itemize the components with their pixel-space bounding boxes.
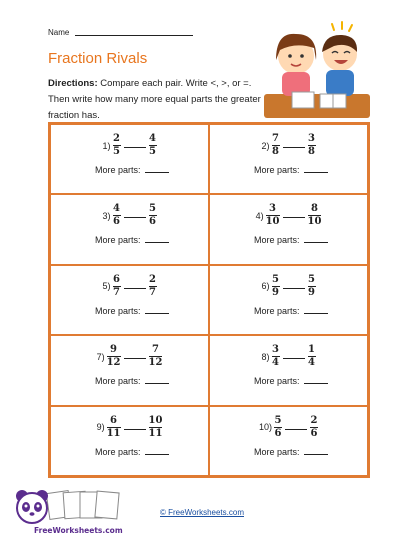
name-label: Name: [48, 28, 70, 37]
more-parts-blank[interactable]: [145, 313, 169, 314]
compare-blank[interactable]: [283, 358, 305, 359]
more-parts-row: [95, 235, 169, 245]
fraction-left: [272, 274, 280, 299]
fraction-right: [310, 415, 318, 440]
numerator: 5: [308, 273, 315, 285]
numerator: 6: [110, 414, 118, 426]
problem-cell: [209, 194, 368, 264]
compare-blank[interactable]: [124, 358, 146, 359]
more-parts-row: [95, 165, 169, 175]
more-parts-row: [254, 447, 328, 457]
more-parts-blank[interactable]: [304, 242, 328, 243]
problem-cell: [50, 335, 209, 405]
denominator: 6: [310, 427, 318, 439]
fraction-right: [149, 133, 157, 158]
fraction-pair: [210, 133, 367, 158]
logo-text: FreeWorksheets.com: [34, 526, 123, 535]
problem-cell: [50, 406, 209, 476]
fraction-left: [266, 203, 280, 228]
fraction-pair: [210, 415, 367, 440]
more-parts-row: [254, 376, 328, 386]
numerator: 7: [272, 133, 279, 144]
denominator: 4: [308, 357, 315, 369]
fraction-pair: [51, 203, 208, 228]
compare-blank[interactable]: [283, 288, 305, 289]
numerator: 1: [308, 344, 315, 356]
more-parts-label: More parts:: [254, 376, 300, 387]
fraction-left: [113, 133, 121, 158]
compare-blank[interactable]: [124, 147, 146, 148]
directions: [48, 76, 270, 124]
problem-number: 9): [96, 422, 105, 433]
numerator: 6: [113, 273, 120, 285]
denominator: 12: [148, 357, 163, 369]
denominator: 5: [149, 146, 156, 157]
numerator: 10: [148, 414, 163, 426]
fraction-pair: [51, 133, 208, 158]
denominator: 6: [113, 216, 120, 228]
problem-cell: [209, 124, 368, 194]
fraction-left: [113, 274, 121, 299]
problem-cell: [50, 124, 209, 194]
more-parts-row: [254, 306, 328, 316]
problem-number: 2): [261, 140, 270, 151]
worksheet-stack-icon: [46, 491, 119, 520]
numerator: 2: [310, 414, 318, 426]
problem-number: 1): [102, 140, 111, 151]
more-parts-label: More parts:: [254, 235, 300, 246]
fraction-left: [274, 415, 282, 440]
numerator: 9: [110, 344, 118, 356]
problem-number: 7): [96, 351, 105, 362]
numerator: 4: [149, 133, 156, 144]
more-parts-label: More parts:: [95, 376, 141, 387]
name-line[interactable]: [75, 35, 193, 36]
compare-blank[interactable]: [283, 217, 305, 218]
directions-lead: Directions:: [48, 78, 98, 89]
problem-cell: [50, 194, 209, 264]
problem-cell: [209, 335, 368, 405]
directions-text: Compare each pair. Write <, >, or =. Then write how many more equal parts the greater fraction has.: [48, 78, 261, 121]
numerator: 3: [272, 344, 279, 356]
denominator: 9: [308, 286, 315, 298]
numerator: 8: [310, 203, 318, 215]
denominator: 11: [148, 427, 163, 439]
more-parts-blank[interactable]: [145, 242, 169, 243]
compare-blank[interactable]: [124, 288, 146, 289]
more-parts-blank[interactable]: [304, 454, 328, 455]
problem-number: 4): [255, 210, 264, 221]
fraction-pair: [210, 344, 367, 369]
denominator: 5: [113, 146, 120, 157]
more-parts-label: More parts:: [254, 446, 300, 457]
fraction-right: [308, 133, 316, 158]
copyright-link[interactable]: © FreeWorksheets.com: [160, 508, 244, 517]
name-field[interactable]: [48, 28, 193, 37]
denominator: 8: [272, 146, 279, 157]
more-parts-blank[interactable]: [145, 454, 169, 455]
more-parts-row: [95, 447, 169, 457]
problem-cell: [209, 406, 368, 476]
fraction-right: [308, 274, 316, 299]
more-parts-blank[interactable]: [304, 383, 328, 384]
more-parts-row: [254, 235, 328, 245]
numerator: 3: [269, 203, 277, 215]
numerator: 5: [149, 203, 156, 215]
denominator: 10: [307, 216, 322, 228]
more-parts-label: More parts:: [254, 165, 300, 175]
numerator: 3: [308, 133, 315, 144]
more-parts-label: More parts:: [95, 165, 141, 175]
more-parts-blank[interactable]: [145, 172, 169, 173]
numerator: 2: [113, 133, 120, 144]
compare-blank[interactable]: [124, 217, 146, 218]
compare-blank[interactable]: [124, 429, 146, 430]
denominator: 6: [274, 427, 282, 439]
denominator: 4: [272, 357, 279, 369]
numerator: 5: [272, 273, 279, 285]
compare-blank[interactable]: [283, 147, 305, 148]
fraction-pair: [51, 344, 208, 369]
fraction-pair: [210, 274, 367, 299]
problem-number: 3): [102, 210, 111, 221]
fraction-right: [308, 344, 316, 369]
problem-number: 5): [102, 281, 111, 292]
denominator: 12: [106, 357, 121, 369]
more-parts-blank[interactable]: [304, 172, 328, 173]
fraction-pair: [51, 415, 208, 440]
denominator: 9: [272, 286, 279, 298]
fraction-left: [113, 203, 121, 228]
more-parts-blank[interactable]: [145, 383, 169, 384]
sparkle-icon: [332, 22, 352, 31]
problem-number: 10): [258, 422, 272, 433]
problem-number: 6): [261, 281, 270, 292]
more-parts-label: More parts:: [254, 305, 300, 316]
problem-number: 8): [261, 351, 270, 362]
more-parts-row: [95, 376, 169, 386]
fraction-left: [107, 415, 121, 440]
fraction-right: [308, 203, 322, 228]
denominator: 8: [308, 146, 315, 157]
more-parts-blank[interactable]: [304, 313, 328, 314]
kids-illustration: [262, 20, 372, 120]
problem-grid: [48, 122, 370, 478]
fraction-left: [107, 344, 121, 369]
denominator: 6: [149, 216, 156, 228]
fraction-pair: [210, 203, 367, 228]
more-parts-row: [254, 165, 328, 175]
numerator: 7: [151, 344, 159, 356]
numerator: 4: [113, 203, 120, 215]
panda-icon: [16, 490, 48, 523]
denominator: 7: [113, 286, 120, 298]
more-parts-label: More parts:: [95, 305, 141, 316]
fraction-right: [149, 203, 157, 228]
denominator: 10: [265, 216, 280, 228]
fraction-pair: [51, 274, 208, 299]
fraction-right: [149, 344, 163, 369]
more-parts-label: More parts:: [95, 235, 141, 246]
more-parts-label: More parts:: [95, 446, 141, 457]
numerator: 5: [274, 414, 282, 426]
numerator: 2: [149, 273, 156, 285]
more-parts-row: [95, 306, 169, 316]
fraction-left: [272, 133, 280, 158]
compare-blank[interactable]: [285, 429, 307, 430]
denominator: 11: [106, 427, 121, 439]
page-title: Fraction Rivals: [48, 50, 148, 67]
fraction-right: [149, 274, 157, 299]
fraction-right: [149, 415, 163, 440]
problem-cell: [209, 265, 368, 335]
problem-cell: [50, 265, 209, 335]
denominator: 7: [149, 286, 156, 298]
fraction-left: [272, 344, 280, 369]
